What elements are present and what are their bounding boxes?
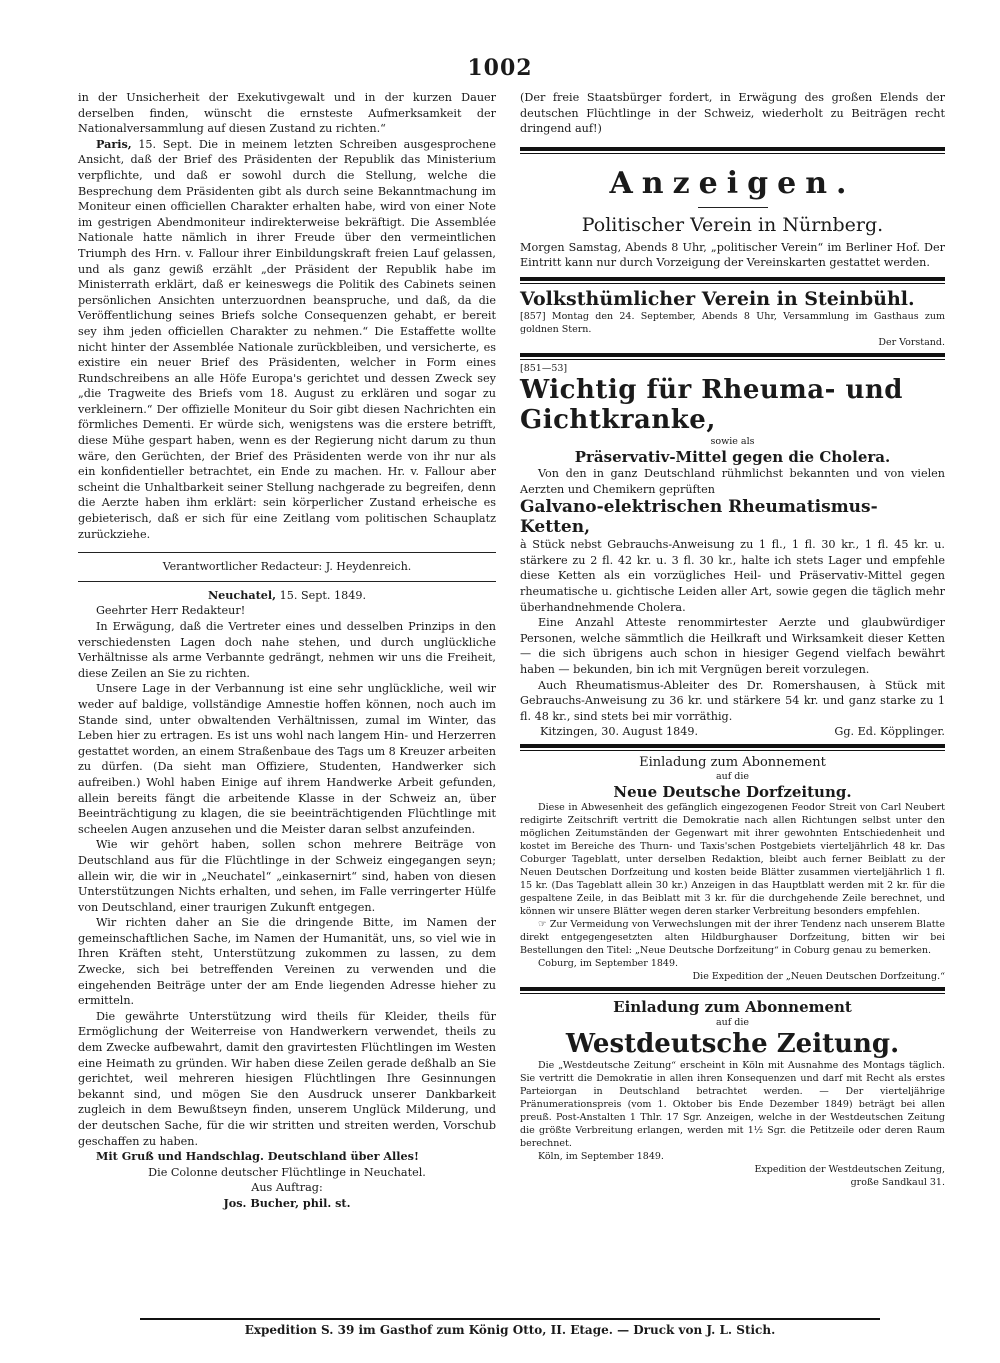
neuchatel-place: Neuchatel,: [207, 587, 277, 602]
section-rule: [520, 277, 945, 284]
letter-closing: Mit Gruß und Handschlag. Deutschland über Alles!: [96, 1149, 419, 1164]
ad-code: [851—53]: [520, 362, 568, 374]
right-column: [520, 90, 945, 1189]
ad-text: Auch Rheumatismus-Ableiter des Dr. Romershausen, à Stück mit Gebrauchs-Anweisung zu 36 kr. und stärkere 54 kr. und ganz starke zu 1 fl. 48 kr., sind stets bei mir vorräthig.: [520, 678, 945, 723]
letter-paragraph: Wie wir gehört haben, sollen schon mehrere Beiträge von Deutschland aus für die Flüchtlinge in der Schweiz eingegangen seyn; allein wir, die wir in „Neuchatel“ „einkasernirt“ sind, haben von diesen Unterstützungen Nichts erhalten, und sehen, im Falle verringerter Hülfe von Deutschland, einer traurigen Zukunft entgegen.: [78, 838, 496, 914]
section-rule: [520, 147, 945, 154]
ad-text: Eine Anzahl Atteste renommirtester Aerzte und glaubwürdiger Personen, welche sämmtlich die Heilkraft und Wirksamkeit dieser Ketten — die sich übrigens auch schon in hiesiger Gegend vielfach bewährt haben — bekunden, bin ich mit Vergnügen bereit vorzulegen.: [520, 616, 945, 676]
section-rule: [520, 744, 945, 751]
ad-title: Volksthümlicher Verein in Steinbühl.: [520, 287, 915, 310]
paris-place: Paris,: [96, 136, 132, 151]
ad-title: Politischer Verein in Nürnberg.: [581, 213, 884, 236]
neuchatel-dateline: [78, 588, 496, 604]
ad-head: Einladung zum Abonnement: [613, 997, 852, 1016]
ad-subtext: sowie als: [710, 435, 755, 447]
letter-paragraph: In Erwägung, daß die Vertreter eines und desselben Prinzips in den verschiedensten Lagen doch nahe stehen, und durch unglückliche Verhältnisse als arme Verbannte gedrängt, nehmen wir uns die Freiheit, diese Zeilen an Sie zu richten.: [78, 620, 496, 680]
ad-title: Wichtig für Rheuma- und Gichtkranke,: [520, 374, 903, 435]
ad-product-title: Galvano-elektrischen Rheumatismus-Ketten,: [520, 497, 878, 538]
ad-subtext: auf die: [715, 1016, 750, 1028]
divider: [78, 581, 496, 582]
short-rule: [698, 207, 768, 208]
paris-text: 15. Sept. Die in meinem letzten Schreiben ausgesprochene Ansicht, daß der Brief des Präsidenten der Republik das Ministerium verpflichte, und daß er sowohl durch die Stellung, welche die Besprechung dem Präsidenten gibt als durch seine Bekanntmachung im Moniteur einen officiellen Charakter erhalten habe, wird von einer Note im gestrigen Abendmoniteur indirekterweise bekräftigt. Die Assemblée Nationale hatte nämlich in ihrer Freude über den vermeintlichen Triumph des Hrn. v. Fallour ihrer Einbildungskraft freien Lauf gelassen, und als ganz gewiß erzählt „der Präsident der Republik habe im Ministerrath erklärt, daß er keineswegs die Politik des Cabinets seinen persönlichen Ansichten unterzuordnen beanspruche, und daß, da die Veröffentlichung seines Briefs solche Consequenzen gehabt, er bereit sey ihm jeden officiellen Charakter zu nehmen.“ Die Estaffette wollte nicht hinter der Assemblée Nationale zurückbleiben, und versicherte, es existire ein neuer Brief des Präsidenten, welcher in Form eines Rundschreibens an alle Höfe Europa's gerichtet und dessen Zweck sey „die Tragweite des Briefs vom 18. August zu erklären und sogar zu verkleinern.“ Der offizielle Moniteur du Soir gibt diesen Nachrichten ein förmliches Dementi. Er würde sich, wenigstens was die erstere betrifft, diese Mühe gespart haben, wenn es der Regierung nicht darum zu thun wäre, den Gerüchten, der Brief des Präsidenten werde von ihr nur als ein konfidentieller betrachtet, ein Ende zu machen. Hr. v. Fallour aber scheint die Unhaltbarkeit seiner Stellung nachgerade zu begreifen, denn die Aerzte haben ihm erklärt: sein körperlicher Zustand erheische es gebieterisch, daß er sich für eine Zeitlang vom politischen Schauplatz zurückziehe.: [78, 137, 496, 541]
ad-text: Von den in ganz Deutschland rühmlichst bekannten und von vielen Aerzten und Chemikern geprüften: [520, 466, 945, 496]
ad-text: Die „Westdeutsche Zeitung“ erscheint in Köln mit Ausnahme des Montags täglich. Sie vertritt die Demokratie in allen ihren Konsequenzen und darf mit Recht als erstes Parteiorgan in Deutschland betrachtet werden. — Der vierteljährige Pränumerationspreis (vom 1. Oktober bis Ende Dezember 1849) beträgt bei allen preuß. Post-Anstalten 1 Thlr. 17 Sgr. Anzeigen, welche in der Westdeutschen Zeitung die größte Verbreitung erlangen, werden mit 1½ Sgr. die Petitzeile oder deren Raum berechnet.: [520, 1059, 945, 1149]
anzeigen-heading: Anzeigen.: [609, 165, 856, 201]
ad-text: à Stück nebst Gebrauchs-Anweisung zu 1 fl., 1 fl. 30 kr., 1 fl. 45 kr. u. stärkere zu 2 fl. 42 kr. u. 3 fl. 30 kr., halte ich stets Lager und empfehle diese Ketten als ein vorzügliches Heil- und Präservativ-Mittel gegen rheumatische u. gichtische Leiden aller Art, sowie gegen die täglich mehr überhandnehmende Cholera.: [520, 538, 945, 614]
ad-signature: Gg. Ed. Köpplinger.: [834, 725, 945, 739]
section-rule: [520, 987, 945, 994]
editor-line: Verantwortlicher Redacteur: J. Heydenreich.: [162, 560, 412, 574]
neuchatel-date: 15. Sept. 1849.: [276, 588, 367, 602]
letter-paragraph: Unsere Lage in der Verbannung ist eine sehr unglückliche, weil wir weder auf baldige, vollständige Amnestie hoffen können, noch auch im Stande sind, unter obwaltenden Verhältnissen, zumal im Winter, das Leben hier zu ertragen. Es ist uns wohl nach langem Hin- und Herzerren gestattet worden, an einem Straßenbaue des Tags um 8 Kreuzer arbeiten zu dürfen. (Da sieht man Offiziere, Studenten, Handwerker sich aufreiben.) Wohl haben Einige auf ihrem Handwerke Arbeit gefunden, allein bereits fängt die arbeitende Klasse in der Schweiz an, über Beeinträchtigung zu klagen, die sie beeinträchtigenden Flüchtlinge mit scheelen Augen anzusehen und die Meister daran selbst anzufeinden.: [78, 682, 496, 836]
letter-paragraph: Wir richten daher an Sie die dringende Bitte, im Namen der gemeinschaftlichen Sache, im Namen der Humanität, uns, so viel wie in Ihren Kräften steht, Unterstützung zukommen zu lassen, zu dem Zwecke, sich bei betreffenden Vereinen zu verwenden und die eingehenden Beiträge unter der am Ende liegenden Adresse hieher zu ermitteln.: [78, 916, 496, 1008]
left-column: [78, 90, 496, 1212]
ad-text: [857] Montag den 24. September, Abends 8 Uhr, Versammlung im Gasthaus zum goldnen Stern.: [520, 310, 945, 335]
page-number: 1002: [467, 55, 533, 81]
ad-head: Einladung zum Abonnement: [639, 754, 826, 770]
right-top-text: (Der freie Staatsbürger fordert, in Erwägung des großen Elends der deutschen Flüchtlinge in der Schweiz, wiederholt zu Beiträgen recht dringend auf!): [520, 91, 945, 136]
ad-signature: Expedition der Westdeutschen Zeitung,: [754, 1163, 945, 1175]
ad-title: Westdeutsche Zeitung.: [565, 1028, 900, 1059]
ad-title: Neue Deutsche Dorfzeitung.: [613, 782, 852, 801]
ad-place: Coburg, im September 1849.: [538, 957, 679, 969]
ad-place-line: [520, 724, 945, 740]
letter-paragraph: Die gewährte Unterstützung wird theils für Kleider, theils für Ermöglichung der Weiterreise von Handwerkern verwendet, theils zu dem Zwecke aufbewahrt, damit den gravirtesten Flüchtlingen im Westen eine Heimath zu gründen. Wir haben diese Zeilen gerade deßhalb an Sie gerichtet, weil mehreren hiesigen Flüchtlingen Ihre Gesinnungen bekannt sind, und mögen Sie den Ausdruck unserer Dankbarkeit zugleich in dem Bewußtseyn finden, unserem Unglück Milderung, und der deutschen Sache, für die wir stritten und streiten werden, Vorschub geschaffen zu haben.: [78, 1009, 496, 1148]
divider: [78, 552, 496, 553]
ad-signature: Die Expedition der „Neuen Deutschen Dorfzeitung.“: [692, 970, 945, 982]
imprint-footer: Expedition S. 39 im Gasthof zum König Otto, II. Etage. — Druck von J. L. Stich.: [140, 1318, 880, 1337]
ad-signature: große Sandkaul 31.: [850, 1176, 945, 1188]
ad-subtext: auf die: [715, 770, 750, 782]
salutation: Geehrter Herr Redakteur!: [96, 604, 246, 618]
ad-text: ☞ Zur Vermeidung von Verwechslungen mit der ihrer Tendenz nach unserem Blatte direkt entgegengesetzten alten Hildburghauser Dorfzeitung, bitten wir bei Bestellungen den Titel: „Neue Deutsche Dorfzeitung“ in Coburg genau zu bemerken.: [520, 918, 945, 956]
section-rule: [520, 353, 945, 360]
letter-signature: Die Colonne deutscher Flüchtlinge in Neuchatel.: [148, 1165, 426, 1179]
paris-report: [78, 137, 496, 542]
ad-subtitle: Präservativ-Mittel gegen die Cholera.: [574, 447, 891, 466]
letter-signature: Jos. Bucher, phil. st.: [223, 1195, 351, 1210]
ad-text: Morgen Samstag, Abends 8 Uhr, „politischer Verein“ im Berliner Hof. Der Eintritt kann nur durch Vorzeigung der Vereinskarten gestattet werden.: [520, 240, 945, 270]
ad-place: Köln, im September 1849.: [538, 1150, 664, 1162]
letter-signature: Aus Auftrag:: [251, 1181, 323, 1195]
ad-signature: Der Vorstand.: [878, 336, 945, 348]
left-top-text: in der Unsicherheit der Exekutivgewalt und in der kurzen Dauer derselben finden, wünscht die ernsteste Aufmerksamkeit der Nationalversammlung auf diesen Zustand zu richten.“: [78, 91, 496, 136]
ad-place: Kitzingen, 30. August 1849.: [540, 725, 699, 739]
ad-text: Diese in Abwesenheit des gefänglich eingezogenen Feodor Streit von Carl Neubert redigirte Zeitschrift vertritt die Demokratie nach allen Richtungen selbst unter den möglichen Zeitumständen der Gegenwart mit ihrer gewohnten Entschiedenheit und kostet im Bereiche des Thurn- und Taxis'schen Postgebiets vierteljährlich 48 kr. Das Coburger Tageblatt, unter derselben Redaktion, bleibt auch ferner Beiblatt zu der Neuen Deutschen Dorfzeitung und kosten beide Blätter zusammen vierteljährlich 1 fl. 15 kr. (Das Tageblatt allein 30 kr.) Anzeigen in das Hauptblatt werden mit 2 kr. für die gespaltene Zeile, in das Beiblatt mit 3 kr. für die durchgehende Zeile berechnet, und können wir unsere Blätter wegen deren starker Verbreitung besonders empfehlen.: [520, 801, 945, 917]
